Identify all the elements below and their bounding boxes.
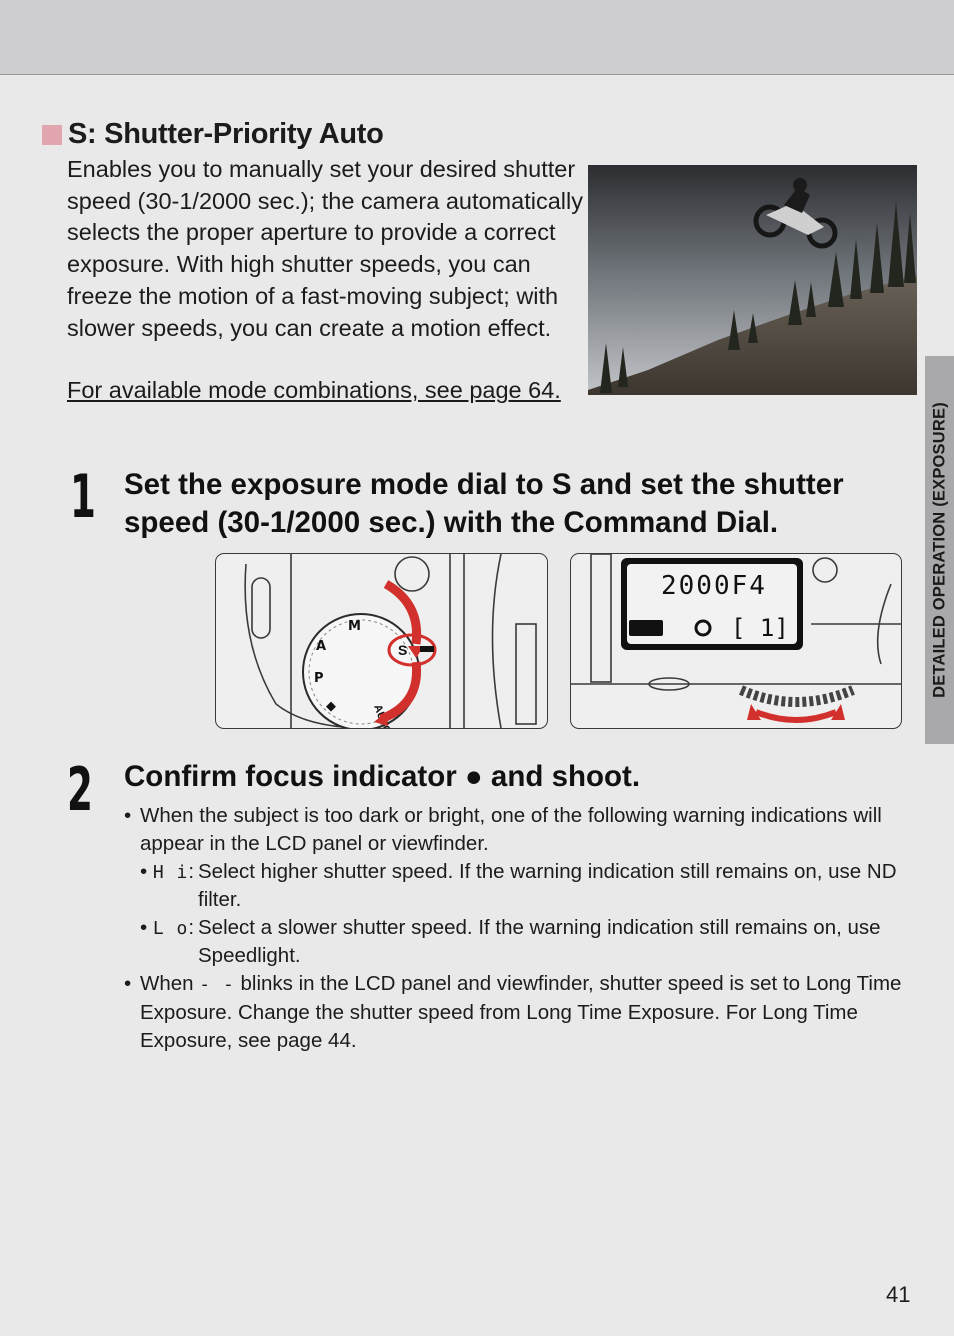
mode-dial-illustration [215, 553, 548, 729]
svg-text:M: M [348, 619, 361, 634]
note-long-time-exposure [122, 970, 922, 1055]
mode-combinations-link[interactable]: For available mode combinations, see page 64. [67, 377, 561, 403]
page-number: 41 [886, 1282, 911, 1307]
section-marker [42, 125, 62, 145]
lcd-command-dial-illustration [570, 553, 902, 729]
svg-text:A: A [316, 639, 327, 654]
dial-s-label: S [398, 642, 408, 658]
motocross-photo [588, 165, 917, 395]
note-dark-bright: • When the subject is too dark or bright, one of the following warning indications will appear in the LCD panel or viewfinder. [122, 802, 922, 858]
long-prefix: When [140, 972, 194, 995]
lcd-drawing [571, 554, 901, 728]
lo-text: Select a slower shutter speed. If the warning indication still remains on, use Speedlight. [198, 916, 881, 967]
hi-code-lead: • H i: [140, 860, 195, 883]
step-1-title [124, 466, 904, 542]
step-2-title: Confirm focus indicator ● and shoot. [124, 760, 641, 793]
svg-text:P: P [314, 671, 324, 686]
note-hi-warning [122, 858, 922, 914]
header-band [0, 0, 954, 75]
step-number-2: 2 [67, 755, 93, 825]
chapter-side-tab [925, 356, 954, 744]
lcd-frame-readout: [ 1] [731, 614, 789, 642]
svg-text:◆: ◆ [326, 699, 336, 714]
long-text: blinks in the LCD panel and viewfinder, shutter speed is set to Long Time Exposure. Change the shutter speed from Long Time Exposure. For Long Time Exposure, see page 44. [140, 972, 902, 1052]
long-code: - - [199, 974, 235, 995]
step-1-title-line2: speed (30-1/2000 sec.) with the Command Dial. [124, 506, 779, 539]
step-number-1: 1 [70, 462, 96, 532]
lo-code: L o [152, 918, 189, 939]
section-heading [42, 118, 384, 151]
note-lo-warning [122, 914, 922, 970]
hi-code: H i [152, 862, 189, 883]
warning-notes [122, 802, 922, 1055]
lcd-shutter-readout: 2000F4 [661, 571, 767, 601]
mode-dial-drawing [216, 554, 547, 728]
lo-code-lead: • L o: [140, 916, 195, 939]
hi-text: Select higher shutter speed. If the warning indication still remains on, use ND filter. [198, 860, 897, 911]
section-title: S: Shutter-Priority Auto [68, 118, 384, 150]
intro-paragraph: Enables you to manually set your desired shutter speed (30-1/2000 sec.); the camera automatically selects the proper aperture to provide a correct exposure. With high shutter speeds, you can freeze the motion of a fast-moving subject; with slower speeds, you can create a motion effect. [67, 156, 583, 341]
side-tab-label: DETAILED OPERATION (EXPOSURE) [930, 402, 948, 698]
step-1-title-line1: Set the exposure mode dial to S and set the shutter [124, 468, 844, 501]
